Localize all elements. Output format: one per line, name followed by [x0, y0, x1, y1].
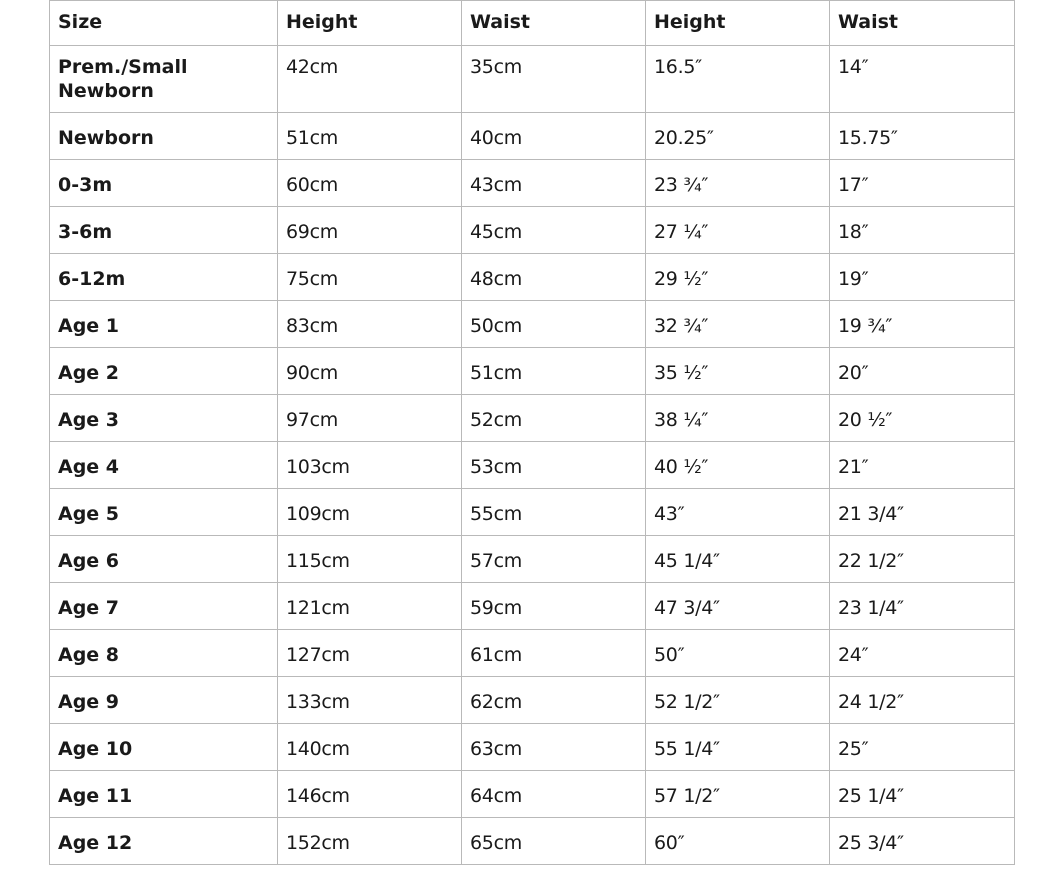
height-cm-cell: 121cm — [278, 583, 462, 630]
waist-in-cell: 19 ¾″ — [830, 301, 1015, 348]
height-in-cell: 45 1/4″ — [646, 536, 830, 583]
size-cell: Prem./Small Newborn — [50, 46, 278, 113]
height-cm-cell: 60cm — [278, 160, 462, 207]
size-cell: Age 11 — [50, 771, 278, 818]
size-cell: Age 3 — [50, 395, 278, 442]
waist-in-cell: 18″ — [830, 207, 1015, 254]
header-size: Size — [50, 1, 278, 46]
height-cm-cell: 103cm — [278, 442, 462, 489]
height-in-cell: 57 1/2″ — [646, 771, 830, 818]
size-chart-table — [49, 0, 1015, 865]
waist-in-cell: 20 ½″ — [830, 395, 1015, 442]
table-row — [50, 207, 1015, 254]
waist-cm-cell: 40cm — [462, 113, 646, 160]
height-in-cell: 35 ½″ — [646, 348, 830, 395]
height-cm-cell: 83cm — [278, 301, 462, 348]
height-cm-cell: 127cm — [278, 630, 462, 677]
size-cell: Age 5 — [50, 489, 278, 536]
waist-in-cell: 25 3/4″ — [830, 818, 1015, 865]
header-waist-cm: Waist — [462, 1, 646, 46]
waist-cm-cell: 48cm — [462, 254, 646, 301]
waist-cm-cell: 59cm — [462, 583, 646, 630]
height-in-cell: 47 3/4″ — [646, 583, 830, 630]
height-in-cell: 20.25″ — [646, 113, 830, 160]
table-row — [50, 583, 1015, 630]
waist-in-cell: 21″ — [830, 442, 1015, 489]
height-cm-cell: 152cm — [278, 818, 462, 865]
height-cm-cell: 109cm — [278, 489, 462, 536]
size-cell: Age 12 — [50, 818, 278, 865]
waist-cm-cell: 52cm — [462, 395, 646, 442]
waist-in-cell: 20″ — [830, 348, 1015, 395]
waist-in-cell: 24″ — [830, 630, 1015, 677]
height-cm-cell: 90cm — [278, 348, 462, 395]
waist-cm-cell: 43cm — [462, 160, 646, 207]
height-in-cell: 60″ — [646, 818, 830, 865]
size-cell: Newborn — [50, 113, 278, 160]
height-cm-cell: 75cm — [278, 254, 462, 301]
height-in-cell: 40 ½″ — [646, 442, 830, 489]
waist-cm-cell: 64cm — [462, 771, 646, 818]
table-row — [50, 301, 1015, 348]
height-cm-cell: 42cm — [278, 46, 462, 113]
size-cell: Age 4 — [50, 442, 278, 489]
table-row — [50, 113, 1015, 160]
header-height-cm: Height — [278, 1, 462, 46]
height-cm-cell: 115cm — [278, 536, 462, 583]
height-in-cell: 55 1/4″ — [646, 724, 830, 771]
waist-cm-cell: 51cm — [462, 348, 646, 395]
size-cell: 3-6m — [50, 207, 278, 254]
height-in-cell: 32 ¾″ — [646, 301, 830, 348]
waist-cm-cell: 62cm — [462, 677, 646, 724]
size-cell: 6-12m — [50, 254, 278, 301]
waist-cm-cell: 55cm — [462, 489, 646, 536]
table-row — [50, 677, 1015, 724]
table-row — [50, 536, 1015, 583]
height-cm-cell: 97cm — [278, 395, 462, 442]
table-row — [50, 46, 1015, 113]
waist-in-cell: 22 1/2″ — [830, 536, 1015, 583]
height-in-cell: 52 1/2″ — [646, 677, 830, 724]
waist-in-cell: 24 1/2″ — [830, 677, 1015, 724]
height-in-cell: 29 ½″ — [646, 254, 830, 301]
waist-in-cell: 15.75″ — [830, 113, 1015, 160]
table-row — [50, 395, 1015, 442]
size-cell: Age 1 — [50, 301, 278, 348]
size-cell: Age 7 — [50, 583, 278, 630]
waist-in-cell: 23 1/4″ — [830, 583, 1015, 630]
table-row — [50, 724, 1015, 771]
waist-in-cell: 25 1/4″ — [830, 771, 1015, 818]
table-row — [50, 630, 1015, 677]
size-cell: Age 8 — [50, 630, 278, 677]
table-row — [50, 348, 1015, 395]
waist-cm-cell: 61cm — [462, 630, 646, 677]
waist-in-cell: 14″ — [830, 46, 1015, 113]
header-height-in: Height — [646, 1, 830, 46]
height-cm-cell: 146cm — [278, 771, 462, 818]
size-cell: Age 2 — [50, 348, 278, 395]
waist-cm-cell: 45cm — [462, 207, 646, 254]
height-in-cell: 50″ — [646, 630, 830, 677]
waist-cm-cell: 53cm — [462, 442, 646, 489]
table-row — [50, 771, 1015, 818]
height-cm-cell: 69cm — [278, 207, 462, 254]
table-row — [50, 442, 1015, 489]
waist-cm-cell: 50cm — [462, 301, 646, 348]
height-in-cell: 23 ¾″ — [646, 160, 830, 207]
height-cm-cell: 133cm — [278, 677, 462, 724]
height-in-cell: 43″ — [646, 489, 830, 536]
height-in-cell: 38 ¼″ — [646, 395, 830, 442]
waist-cm-cell: 35cm — [462, 46, 646, 113]
height-in-cell: 16.5″ — [646, 46, 830, 113]
waist-cm-cell: 57cm — [462, 536, 646, 583]
waist-in-cell: 17″ — [830, 160, 1015, 207]
waist-in-cell: 25″ — [830, 724, 1015, 771]
table-row — [50, 160, 1015, 207]
table-row — [50, 818, 1015, 865]
size-cell: Age 6 — [50, 536, 278, 583]
waist-cm-cell: 65cm — [462, 818, 646, 865]
size-cell: Age 9 — [50, 677, 278, 724]
height-cm-cell: 51cm — [278, 113, 462, 160]
header-row — [50, 1, 1015, 46]
waist-cm-cell: 63cm — [462, 724, 646, 771]
table-row — [50, 254, 1015, 301]
size-cell: 0-3m — [50, 160, 278, 207]
header-waist-in: Waist — [830, 1, 1015, 46]
size-cell: Age 10 — [50, 724, 278, 771]
waist-in-cell: 21 3/4″ — [830, 489, 1015, 536]
height-in-cell: 27 ¼″ — [646, 207, 830, 254]
height-cm-cell: 140cm — [278, 724, 462, 771]
table-row — [50, 489, 1015, 536]
waist-in-cell: 19″ — [830, 254, 1015, 301]
